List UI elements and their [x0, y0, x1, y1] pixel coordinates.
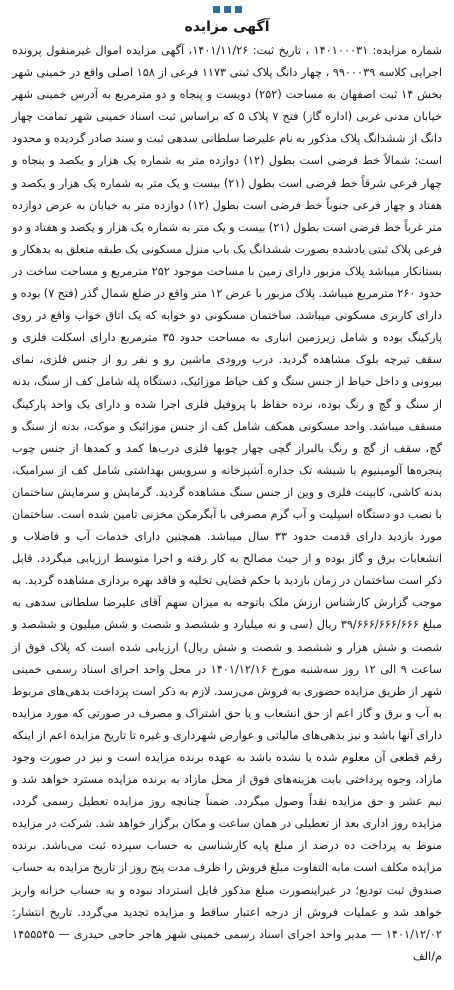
notice-body: شماره مزایده: ۱۴۰۱۰۰۰۳۱ ، تاریخ ثبت: ۱۴۰۱/۱۱/۲۶، آگهی مزایده اموال غیرمنقول پرونده اجرایی کلاسه ۹۹۰۰۰۳۹ ، چهار دانگ پلاک ثبتی ۱۱۷۳ فرعی از ۱۵۸ اصلی واقع در خمینی شهر بخش ۱۴ ثبت اصفهان به مساحت (۲۵۲) دویست و پنجاه و دو مترمربع به آدرس خمینی شهر خیابان مدنی غربی (اداره گاز) فتح ۷ پلاک ۵ که براساس ثبت اسناد خمینی شهر تمامت چهار دانگ از ششدانگ پلاک مذکور به نام علیرضا سلطانی سدهی ثبت و سند صادر گردیده و محدود است: شمالاً خط فرضی است بطول (۱۲) دوازده متر به شماره یک هزار و یکصد و پنجاه و چهار فرعی شرقاً خط فرضی است بطول (۲۱) بیست و یک متر به شماره یک هزار و یکصد و هفتاد و چهار فرعی جنوباً خط فرضی است بطول (۱۲) دوازده متر به خیابان به عرض دوازده متر غرباً خط فرضی است بطول (۲۱) بیست و یک متر به شماره یک هزار و یکصد و هفتاد و دو فرعی پلاک ثبتی یادشده بصورت ششدانگ یک باب منزل مسکونی یک طبقه متعلق به بدهکار و بستانکار میباشد پلاک مزبور دارای زمین با مساحت موجود ۲۵۲ مترمربع و مساحت ساخت در حدود ۲۶۰ مترمربع میباشد. پلاک مزبور با عرض ۱۲ متر واقع در ضلع شمال گذر (فتح ۷) بوده و دارای کاربری مسکونی میباشد. ساختمان مسکونی دو خوابه که یک اتاق خواب واقع در روی پارکینگ بوده و شامل زیرزمین انباری به مساحت حدود ۳۵ مترمربع دارای اسکلت فلزی و سقف تیرچه بلوک مشاهده گردید. درب ورودی ماشین رو و نفر رو از جنس فلزی، نمای بیرونی و داخل حیاط از جنس سنگ و کف حیاط موزائیک، دستگاه پله شامل کف از سنگ، بدنه از سنگ و گچ و رنگ بوده، نرده حفاظ با پروفیل فلزی اجرا شده و دارای یک واحد پارکینگ مسقف میباشد. واحد مسکونی همکف شامل کف از جنس موزائیک و موکت، بدنه از سنگ و گچ، سقف از گچ و رنگ بالبراز گچی چهار چوبها فلزی درب‌ها کمد و کمدها از جنس چوب پنجره‌ها آلومینیوم با شیشه تک جداره آشپزخانه و سرویس بهداشتی شامل کف از سرامیک، بدنه کاشی، کابینت فلزی و وین از جنس سنگ مشاهده گردید. گرمایش و سرمایش ساختمان با نصب دو دستگاه اسپلیت و آب گرم مصرفی با آبگرمکن مخزنی تامین شده است. ساختمان مورد بازدید دارای قدمت حدود ۳۳ سال میباشد. همچنین دارای خدمات آب و فاضلاب و انشعابات برق و گاز بوده و از حیث مصالح به کار رفته و اجرا متوسط ارزیابی میگردد. قابل ذکر است ساختمان در زمان بازدید با حکم قضایی تخلیه و فاقد بهره برداری مشاهده گردید. به موجب گزارش کارشناس ارزش ملک باتوجه به میزان سهم آقای علیرضا سلطانی سدهی به مبلغ ۳۹/۶۶۶/۶۶۶/۶۶۶ ریال (سی و نه میلیارد و ششصد و شصت و شش میلیون و ششصد و شصت و شش هزار و ششصد و شصت و شش ریال) ارزیابی شده است که پلاک فوق از ساعت ۹ الی ۱۲ روز سه‌شنبه مورخ ۱۴۰۱/۱۲/۱۶ در محل واحد اجرای اسناد رسمی خمینی شهر از طریق مزایده حضوری به فروش می‌رسد. لازم به ذکر است پرداخت بدهی‌های مربوط به آب و برق و گاز اعم از حق انشعاب و یا حق اشتراک و مصرف در صورتی که مورد مزایده دارای آنها باشد و نیز بدهی‌های مالیاتی و عوارض شهرداری و غیره تا تاریخ مزایده اعم از اینکه رقم قطعی آن معلوم شده یا نشده باشد به عهده برنده مزایده است و نیز در صورت وجود مازاد، وجوه پرداختی بابت هزینه‌های فوق از محل مازاد به برنده مزایده مسترد خواهد شد و نیم عشر و حق مزایده نقداً وصول میگردد. ضمناً چنانچه روز مزایده تعطیل رسمی گردد، مزایده روز اداری بعد از تعطیلی در همان ساعت و مکان برگزار خواهد شد. شرکت در مزایده منوط به پرداخت ده درصد از مبلغ پایه کارشناسی به حساب سپرده ثبت می‌باشد. برنده مزایده مکلف است مابه التفاوت مبلغ فروش را ظرف مدت پنج روز از تاریخ مزایده به حساب صندوق ثبت تودیع؛ در غیراینصورت مبلغ مذکور قابل استرداد نبوده و به حساب خزانه واریز خواهد شد و عملیات فروش از درجه اعتبار ساقط و مزایده تجدید می‌گردد. تاریخ انتشار: ۱۴۰۱/۱۲/۰۲ — مدیر واحد اجرای اسناد رسمی خمینی شهر هاجر حاجی حیدری — ۱۴۵۵۵۴۵ م/الف	[12, 44, 443, 963]
notice-title: آگهی مزایده	[184, 19, 270, 35]
square-icon	[224, 6, 231, 13]
square-icon	[213, 6, 220, 13]
square-icon	[235, 6, 242, 13]
header-squares-icon	[12, 6, 442, 14]
